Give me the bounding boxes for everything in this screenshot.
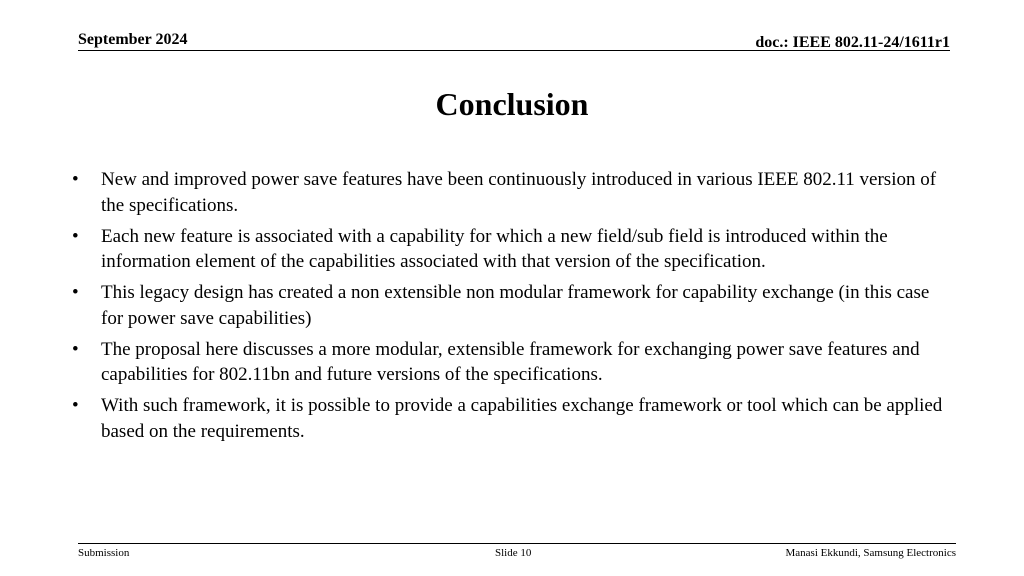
bullet-dot-icon: • (72, 225, 79, 247)
bullet-text: New and improved power save features have been continuously introduced in various IEEE 802.11 version of the specifications. (101, 169, 937, 216)
bullet-dot-icon: • (72, 282, 79, 303)
bullet-item (70, 224, 950, 275)
slide-title: Conclusion (435, 86, 589, 122)
header-doc-id: doc.: IEEE 802.11-24/1611r1 (755, 34, 950, 51)
bullet-text: With such framework, it is possible to provide a capabilities exchange framework or tool which can be applied based on the requirements. (101, 395, 943, 442)
bullet-list (70, 167, 950, 450)
footer-slide-number: Slide 10 (495, 547, 532, 559)
bullet-text: This legacy design has created a non extensible non modular framework for capability exchange (in this case for power save capabilities) (101, 282, 930, 329)
bullet-dot-icon: • (72, 169, 79, 190)
bullet-item (70, 337, 950, 388)
bullet-text: The proposal here discusses a more modular, extensible framework for exchanging power save features and capabilities for 802.11bn and future versions of the specifications. (101, 338, 920, 385)
bullet-text: Each new feature is associated with a capability for which a new field/sub field is introduced within the information element of the capabilities associated with that version of the specification. (101, 225, 888, 272)
header-rule (78, 50, 950, 51)
footer-submission: Submission (78, 547, 130, 559)
header-date: September 2024 (78, 31, 188, 48)
bullet-item (70, 393, 950, 444)
bullet-dot-icon: • (72, 338, 79, 360)
footer-author: Manasi Ekkundi, Samsung Electronics (785, 547, 956, 559)
bullet-item (70, 167, 950, 218)
bullet-dot-icon: • (72, 395, 79, 416)
footer-rule (78, 543, 956, 544)
bullet-item (70, 280, 950, 331)
